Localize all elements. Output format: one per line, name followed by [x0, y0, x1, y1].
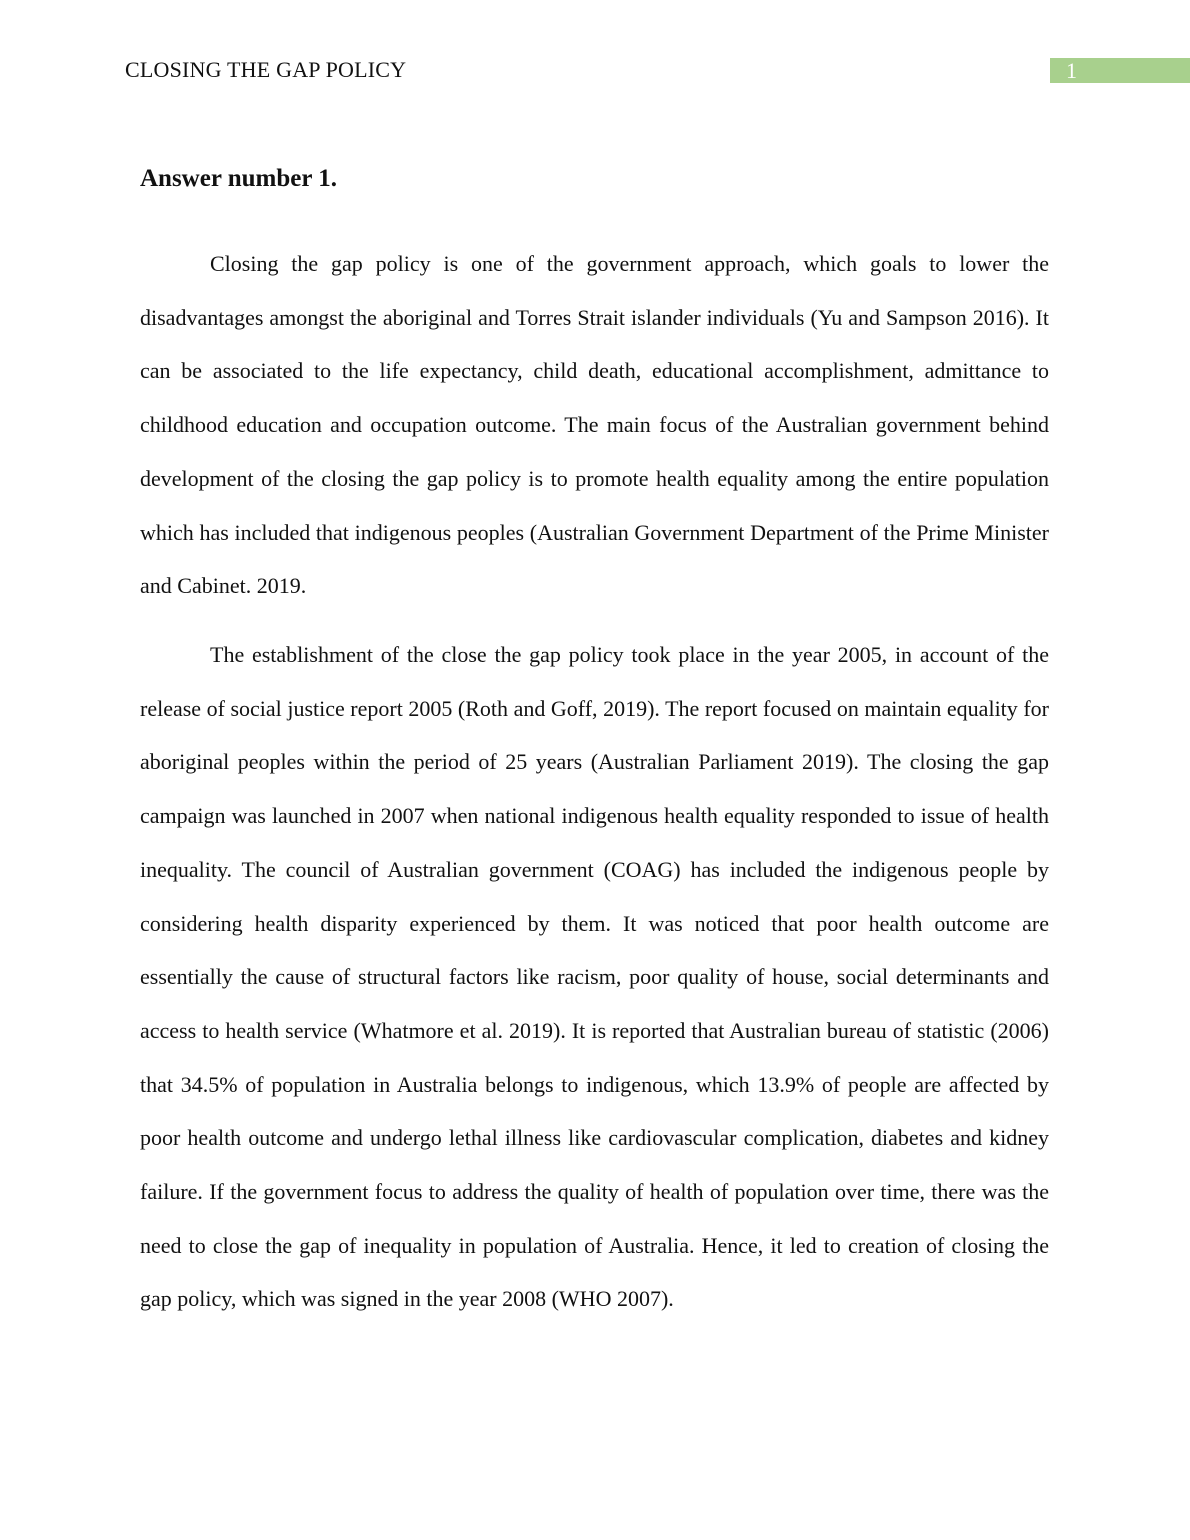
body-paragraph-1: Closing the gap policy is one of the government approach, which goals to lower the disadvantages amongst the aboriginal and Torres Strait islander individuals (Yu and Sampson 2016). It can be associated to the life expectancy, child death, educational accomplishment, admittance to childhood education and occupation outcome. The main focus of the Australian government behind development of the closing the gap policy is to promote health equality among the entire population which has included that indigenous peoples (Australian Government Department of the Prime Minister and Cabinet. 2019.	[140, 251, 1049, 599]
section-heading: Answer number 1.	[140, 165, 338, 192]
body-paragraph-2: The establishment of the close the gap policy took place in the year 2005, in account of the release of social justice report 2005 (Roth and Goff, 2019). The report focused on maintain equality for aboriginal peoples within the period of 25 years (Australian Parliament 2019). The closing the gap campaign was launched in 2007 when national indigenous health equality responded to issue of health inequality. The council of Australian government (COAG) has included the indigenous people by considering health disparity experienced by them. It was noticed that poor health outcome are essentially the cause of structural factors like racism, poor quality of house, social determinants and access to health service (Whatmore et al. 2019). It is reported that Australian bureau of statistic (2006) that 34.5% of population in Australia belongs to indigenous, which 13.9% of people are affected by poor health outcome and undergo lethal illness like cardiovascular complication, diabetes and kidney failure. If the government focus to address the quality of health of population over time, there was the need to close the gap of inequality in population of Australia. Hence, it led to creation of closing the gap policy, which was signed in the year 2008 (WHO 2007).	[140, 642, 1049, 1312]
page-number-box	[1050, 58, 1190, 83]
running-head: CLOSING THE GAP POLICY	[125, 57, 407, 82]
page-number: 1	[1066, 58, 1077, 83]
